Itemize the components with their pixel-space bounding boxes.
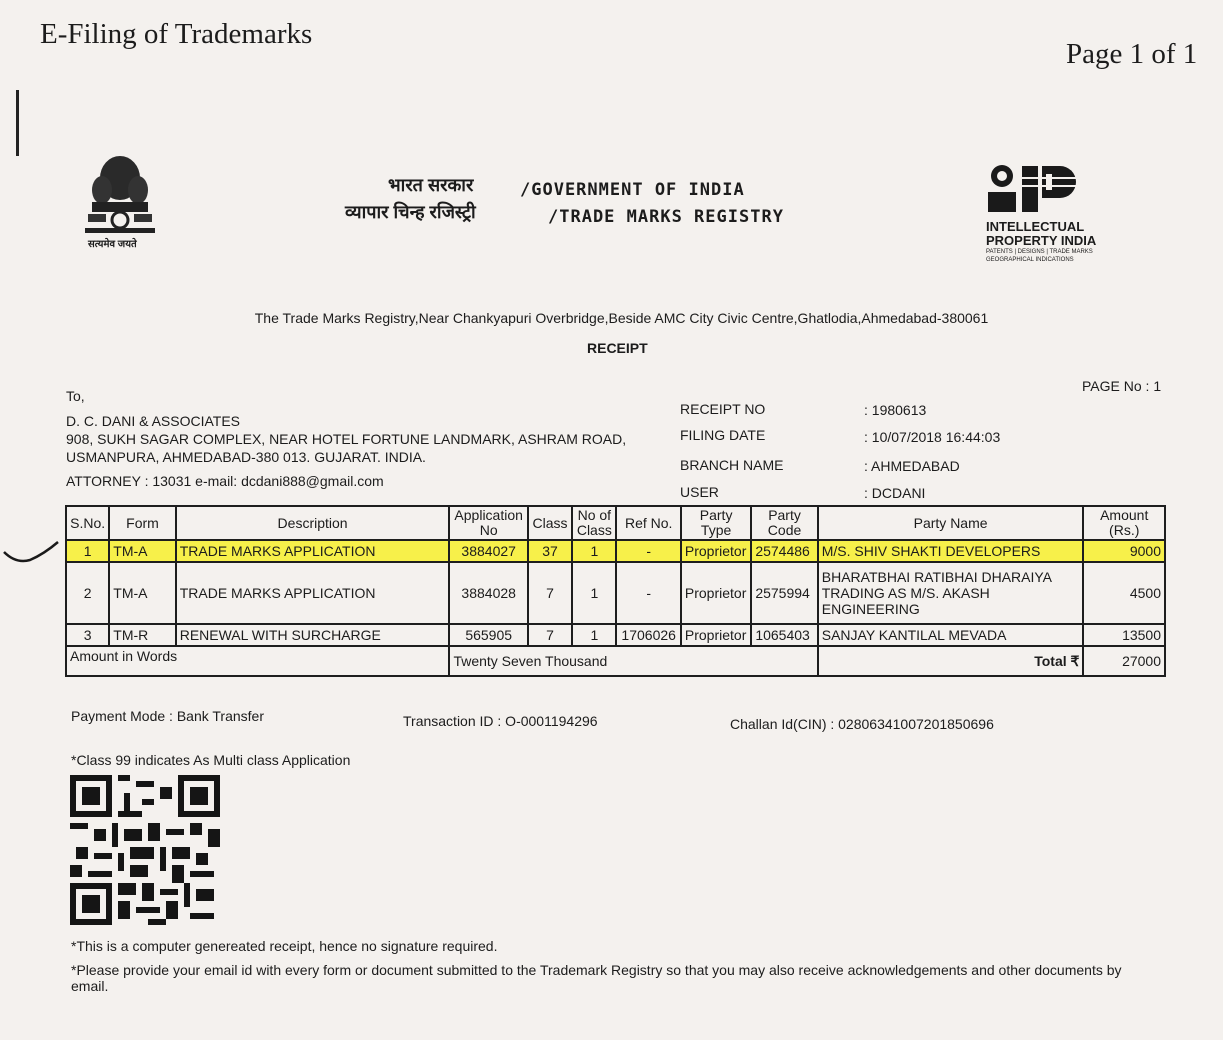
- recipient-to: To,: [66, 388, 85, 404]
- government-english: /GOVERNMENT OF INDIA: [520, 180, 745, 200]
- cell-party-type: Proprietor: [681, 562, 751, 624]
- recipient-address-line1: 908, SUKH SAGAR COMPLEX, NEAR HOTEL FORTUNE LANDMARK, ASHRAM ROAD,: [66, 431, 627, 447]
- cell-party-name: BHARATBHAI RATIBHAI DHARAIYA TRADING AS M/S. AKASH ENGINEERING: [818, 562, 1084, 624]
- cell-amount: 9000: [1083, 540, 1165, 562]
- cell-no-of-class: 1: [572, 562, 616, 624]
- cell-sno: 1: [66, 540, 109, 562]
- cell-no-of-class: 1: [572, 540, 616, 562]
- cell-party-type: Proprietor: [681, 540, 751, 562]
- cell-application-no: 565905: [449, 624, 527, 646]
- email-note: *Please provide your email id with every form or document submitted to the Trademark Registry so that you may also receive acknowledgements and other documents by email.: [71, 962, 1122, 994]
- cell-party-name: M/S. SHIV SHAKTI DEVELOPERS: [818, 540, 1084, 562]
- header-party-code: Party Code: [751, 506, 817, 540]
- ip-logo-line3: PATENTS | DESIGNS | TRADE MARKS: [986, 249, 1093, 255]
- receipt-heading: RECEIPT: [587, 340, 648, 356]
- ip-logo-line1: INTELLECTUAL: [986, 219, 1085, 234]
- government-hindi: भारत सरकार: [388, 175, 474, 195]
- total-amount: 27000: [1083, 646, 1165, 676]
- cell-application-no: 3884027: [449, 540, 527, 562]
- cell-ref-no: -: [616, 540, 680, 562]
- registry-address: [0, 310, 1223, 326]
- fee-table: [65, 505, 1166, 677]
- cell-party-code: 2575994: [751, 562, 817, 624]
- table-row: [66, 540, 1165, 562]
- checkmark-icon: [0, 530, 62, 570]
- amount-in-words-value: Twenty Seven Thousand: [449, 646, 817, 676]
- emblem-caption: सत्यमेव जयते: [88, 239, 137, 250]
- document-header-title: E-Filing of Trademarks: [40, 18, 313, 50]
- cell-ref-no: 1706026: [616, 624, 680, 646]
- challan-id: Challan Id(CIN) : 02806341007201850696: [730, 716, 994, 732]
- cell-sno: 2: [66, 562, 109, 624]
- cell-party-code: 2574486: [751, 540, 817, 562]
- cell-class: 37: [528, 540, 572, 562]
- registry-english: /TRADE MARKS REGISTRY: [548, 207, 784, 227]
- page-number: PAGE No : 1: [1082, 378, 1162, 394]
- total-label: Total ₹: [818, 646, 1084, 676]
- cell-description: TRADE MARKS APPLICATION: [176, 562, 450, 624]
- total-row: [66, 646, 1165, 676]
- cell-sno: 3: [66, 624, 109, 646]
- cell-form: TM-R: [109, 624, 175, 646]
- transaction-id: Transaction ID : O-0001194296: [403, 713, 598, 729]
- cell-description: TRADE MARKS APPLICATION: [176, 540, 450, 562]
- header-description: Description: [176, 506, 450, 540]
- filing-date-label: FILING DATE: [680, 427, 766, 443]
- header-amount: Amount (Rs.): [1083, 506, 1165, 540]
- cell-class: 7: [528, 624, 572, 646]
- receipt-no-value: : 1980613: [864, 402, 927, 418]
- recipient-address-line2: USMANPURA, AHMEDABAD-380 013. GUJARAT. INDIA.: [66, 449, 426, 465]
- cell-application-no: 3884028: [449, 562, 527, 624]
- ip-logo-line2: PROPERTY INDIA: [986, 233, 1097, 248]
- margin-mark: [16, 90, 19, 156]
- header-party-type: Party Type: [681, 506, 751, 540]
- recipient-name: D. C. DANI & ASSOCIATES: [66, 413, 241, 429]
- cell-description: RENEWAL WITH SURCHARGE: [176, 624, 450, 646]
- filing-date-value: : 10/07/2018 16:44:03: [864, 429, 1001, 445]
- cell-no-of-class: 1: [572, 624, 616, 646]
- page-count: Page 1 of 1: [1066, 38, 1198, 70]
- header-ref-no: Ref No.: [616, 506, 680, 540]
- cell-form: TM-A: [109, 562, 175, 624]
- attorney-line: ATTORNEY : 13031 e-mail: dcdani888@gmail.com: [66, 473, 384, 489]
- receipt-no-label: RECEIPT NO: [680, 401, 766, 417]
- header-class: Class: [528, 506, 572, 540]
- computer-generated-note: *This is a computer genereated receipt, hence no signature required.: [71, 938, 498, 954]
- cell-party-name: SANJAY KANTILAL MEVADA: [818, 624, 1084, 646]
- header-party-name: Party Name: [818, 506, 1084, 540]
- ip-logo-icon: [984, 162, 1084, 220]
- cell-class: 7: [528, 562, 572, 624]
- table-header-row: [66, 506, 1165, 540]
- header-application-no: Application No: [449, 506, 527, 540]
- cell-amount: 4500: [1083, 562, 1165, 624]
- class99-note: *Class 99 indicates As Multi class Application: [71, 752, 351, 768]
- user-label: USER: [680, 484, 719, 500]
- registry-address-text: The Trade Marks Registry,Near Chankyapuri Overbridge,Beside AMC City Civic Centre,Ghatlodia,Ahmedabad-380061: [254, 310, 989, 326]
- lion-capital-icon: [70, 150, 170, 250]
- user-value: : DCDANI: [864, 485, 926, 501]
- ip-logo-line4: GEOGRAPHICAL INDICATIONS: [986, 257, 1074, 263]
- cell-party-type: Proprietor: [681, 624, 751, 646]
- amount-in-words-label: Amount in Words: [66, 646, 449, 676]
- cell-party-code: 1065403: [751, 624, 817, 646]
- payment-mode: Payment Mode : Bank Transfer: [71, 708, 264, 724]
- header-sno: S.No.: [66, 506, 109, 540]
- ip-india-logo: [984, 162, 1144, 272]
- branch-label: BRANCH NAME: [680, 457, 784, 473]
- table-row: [66, 624, 1165, 646]
- cell-form: TM-A: [109, 540, 175, 562]
- branch-value: : AHMEDABAD: [864, 458, 960, 474]
- qr-code-icon: [70, 775, 220, 925]
- table-row: [66, 562, 1165, 624]
- cell-amount: 13500: [1083, 624, 1165, 646]
- cell-ref-no: -: [616, 562, 680, 624]
- header-form: Form: [109, 506, 175, 540]
- registry-hindi: व्यापार चिन्ह रजिस्ट्री: [345, 202, 476, 222]
- national-emblem-logo: [70, 150, 170, 250]
- header-no-of-class: No of Class: [572, 506, 616, 540]
